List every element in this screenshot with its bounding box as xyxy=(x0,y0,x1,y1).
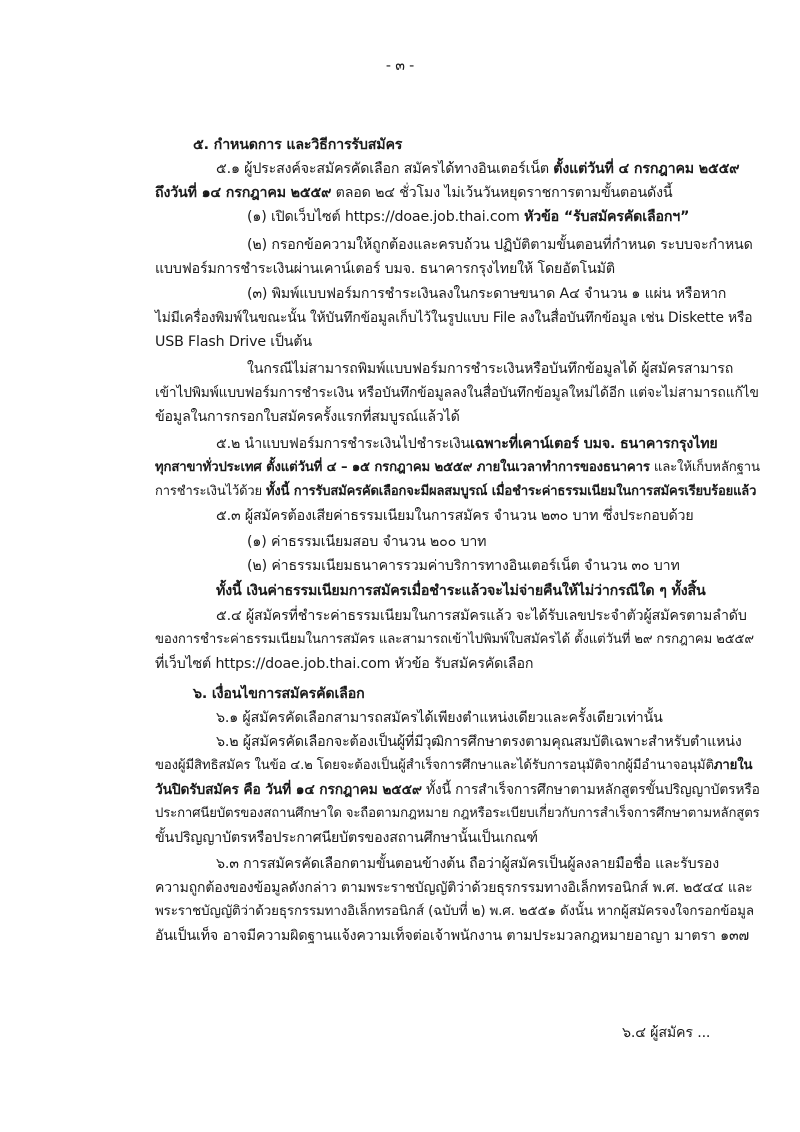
para-6-1: ๖.๑ ผู้สมัครคัดเลือกสามารถสมัครได้เพียงตำแหน่งเดียวและครั้งเดียวเท่านั้น xyxy=(216,710,663,726)
para-5-4-line-3: ที่เว็บไซต์ https://doae.job.thai.com หัวข้อ รับสมัครคัดเลือก xyxy=(155,656,534,672)
para-5-3-line-1: ๕.๓ ผู้สมัครต้องเสียค่าธรรมเนียมในการสมัคร จำนวน ๒๓๐ บาท ซึ่งประกอบด้วย xyxy=(216,508,694,524)
para-5-3-item-2: (๒) ค่าธรรมเนียมธนาคารรวมค่าบริการทางอินเตอร์เน็ต จำนวน ๓๐ บาท xyxy=(247,558,680,574)
para-5-1-line-2: ถึงวันที่ ๑๔ กรกฎาคม ๒๕๕๙ ตลอด ๒๔ ชั่วโมง ไม่เว้นวันหยุดราชการตามขั้นตอนดังนี้ xyxy=(155,185,673,201)
section-5-heading: ๕. กำหนดการ และวิธีการรับสมัคร xyxy=(193,137,403,153)
footer-continuation: ๖.๔ ผู้สมัคร ... xyxy=(622,1025,711,1041)
para-6-3-line-3: พระราชบัญญัติว่าด้วยธุรกรรมทางอิเล็กทรอนิกส์ (ฉบับที่ ๒) พ.ศ. ๒๕๕๑ ดังนั้น หากผู้สมัครจงใจกรอกข้อมูล xyxy=(155,904,754,919)
para-6-3-line-1: ๖.๓ การสมัครคัดเลือกตามขั้นตอนข้างต้น ถือว่าผู้สมัครเป็นผู้ลงลายมือชื่อ และรับรอง xyxy=(216,856,720,872)
para-5-3-note: ทั้งนี้ เงินค่าธรรมเนียมการสมัครเมื่อชำระแล้วจะไม่จ่ายคืนให้ไม่ว่ากรณีใด ๆ ทั้งสิ้น xyxy=(216,583,706,599)
para-5-1-item-3-line-1: (๓) พิมพ์แบบฟอร์มการชำระเงินลงในกระดาษขนาด A๔ จำนวน ๑ แผ่น หรือหาก xyxy=(247,286,727,302)
para-5-1-item-2-line-2: แบบฟอร์มการชำระเงินผ่านเคาน์เตอร์ บมจ. ธนาคารกรุงไทยให้ โดยอัตโนมัติ xyxy=(155,261,615,277)
para-5-4-line-1: ๕.๔ ผู้สมัครที่ชำระค่าธรรมเนียมในการสมัครแล้ว จะได้รับเลขประจำตัวผู้สมัครตามลำดับ xyxy=(216,608,747,624)
para-6-2-line-2: ของผู้มีสิทธิสมัคร ในข้อ ๔.๒ โดยจะต้องเป็นผู้สำเร็จการศึกษาและได้รับการอนุมัติจากผู้มีอำนาจอนุมัติภายใน xyxy=(155,758,753,773)
para-5-1-note-line-1: ในกรณีไม่สามารถพิมพ์แบบฟอร์มการชำระเงินหรือบันทึกข้อมูลได้ ผู้สมัครสามารถ xyxy=(247,361,734,377)
para-5-1-line-1: ๕.๑ ผู้ประสงค์จะสมัครคัดเลือก สมัครได้ทางอินเตอร์เน็ต ตั้งแต่วันที่ ๔ กรกฎาคม ๒๕๕๙ xyxy=(216,161,740,177)
para-5-1-item-2-line-1: (๒) กรอกข้อความให้ถูกต้องและครบถ้วน ปฏิบัติตามขั้นตอนที่กำหนด ระบบจะกำหนด xyxy=(247,237,753,253)
para-5-2-line-3: การชำระเงินไว้ด้วย ทั้งนี้ การรับสมัครคัดเลือกจะมีผลสมบูรณ์ เมื่อชำระค่าธรรมเนียมในการสมัครเรียบร้อยแล้ว xyxy=(155,484,757,499)
para-5-1-note-line-2: เข้าไปพิมพ์แบบฟอร์มการชำระเงิน หรือบันทึกข้อมูลลงในสื่อบันทึกข้อมูลใหม่ได้อีก แต่จะไม่สามารถแก้ไข xyxy=(155,385,759,401)
para-5-1-item-1: (๑) เปิดเว็บไซต์ https://doae.job.thai.com หัวข้อ “รับสมัครคัดเลือกฯ” xyxy=(247,209,690,225)
para-5-3-item-1: (๑) ค่าธรรมเนียมสอบ จำนวน ๒๐๐ บาท xyxy=(247,534,487,550)
para-6-3-line-4: อันเป็นเท็จ อาจมีความผิดฐานแจ้งความเท็จต่อเจ้าพนักงาน ตามประมวลกฎหมายอาญา มาตรา ๑๓๗ xyxy=(155,928,750,944)
para-5-2-line-2: ทุกสาขาทั่วประเทศ ตั้งแต่วันที่ ๔ – ๑๕ กรกฎาคม ๒๕๕๙ ภายในเวลาทำการของธนาคาร และให้เก็บหลักฐาน xyxy=(155,460,760,475)
para-5-2-line-1: ๕.๒ นำแบบฟอร์มการชำระเงินไปชำระเงินเฉพาะที่เคาน์เตอร์ บมจ. ธนาคารกรุงไทย xyxy=(216,436,718,452)
para-6-2-line-1: ๖.๒ ผู้สมัครคัดเลือกจะต้องเป็นผู้ที่มีวุฒิการศึกษาตรงตามคุณสมบัติเฉพาะสำหรับตำแหน่ง xyxy=(216,734,742,750)
para-5-1-note-line-3: ข้อมูลในการกรอกใบสมัครครั้งแรกที่สมบูรณ์แล้วได้ xyxy=(155,409,460,425)
para-6-2-line-5: ขั้นปริญญาบัตรหรือประกาศนียบัตรของสถานศึกษานั้นเป็นเกณฑ์ xyxy=(155,830,538,846)
para-5-1-item-3-line-3: USB Flash Drive เป็นต้น xyxy=(155,334,312,350)
para-6-2-line-3: วันปิดรับสมัคร คือ วันที่ ๑๔ กรกฎาคม ๒๕๕๙ ทั้งนี้ การสำเร็จการศึกษาตามหลักสูตรขั้นปริญญาบัตรหรือ xyxy=(155,782,760,798)
para-6-2-line-4: ประกาศนียบัตรของสถานศึกษาใด จะถือตามกฎหมาย กฎหรือระเบียบเกี่ยวกับการสำเร็จการศึกษาตามหลักสูตร xyxy=(155,806,760,821)
para-5-1-item-3-line-2: ไม่มีเครื่องพิมพ์ในขณะนั้น ให้บันทึกข้อมูลเก็บไว้ในรูปแบบ File ลงในสื่อบันทึกข้อมูล เช่น Diskette หรือ xyxy=(155,310,753,326)
section-6-heading: ๖. เงื่อนไขการสมัครคัดเลือก xyxy=(193,686,365,702)
para-5-4-line-2: ของการชำระค่าธรรมเนียมในการสมัคร และสามารถเข้าไปพิมพ์ใบสมัครได้ ตั้งแต่วันที่ ๒๙ กรกฎาคม ๒๕๕๙ xyxy=(155,632,754,647)
para-6-3-line-2: ความถูกต้องของข้อมูลดังกล่าว ตามพระราชบัญญัติว่าด้วยธุรกรรมทางอิเล็กทรอนิกส์ พ.ศ. ๒๕๔๔ และ xyxy=(155,880,753,896)
page-number: - ๓ - xyxy=(385,58,415,74)
